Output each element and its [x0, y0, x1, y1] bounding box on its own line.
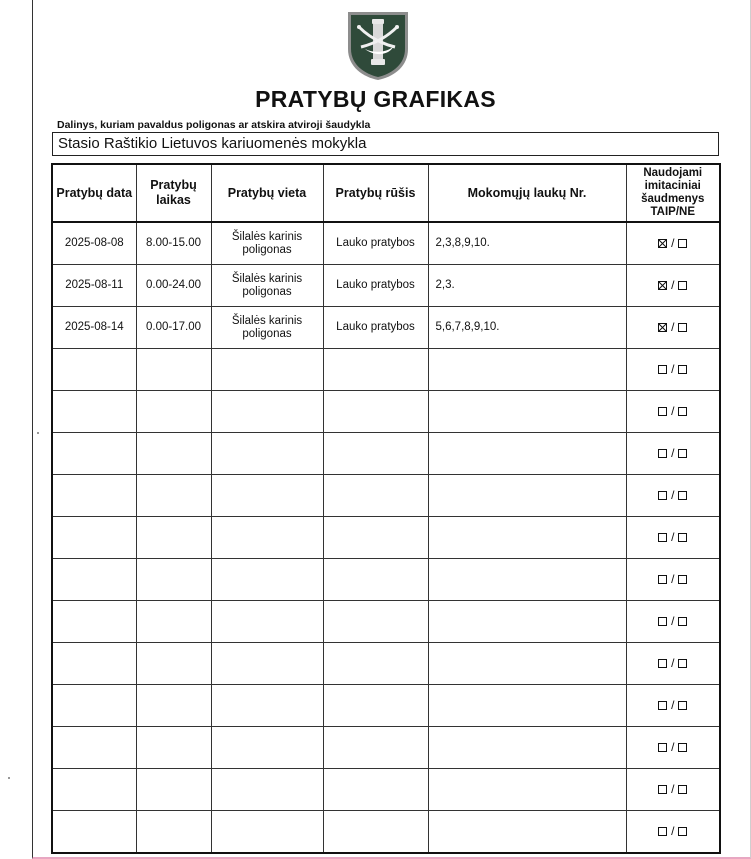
cell-date: [52, 475, 136, 517]
military-school-emblem: [345, 9, 411, 82]
cell-ammo: [626, 727, 720, 769]
cell-place: [211, 349, 323, 391]
table-row: [52, 685, 720, 727]
cell-date: 2025-08-14: [52, 307, 136, 349]
yes-no-checkboxes: [658, 321, 687, 334]
checkbox-separator: /: [671, 613, 675, 628]
cell-date: [52, 559, 136, 601]
cell-time: 8.00-15.00: [136, 222, 211, 265]
unit-value: Stasio Raštikio Lietuvos kariuomenės mokykla: [52, 132, 719, 156]
table-row: [52, 811, 720, 854]
yes-checkbox[interactable]: [658, 743, 667, 752]
no-checkbox[interactable]: [678, 281, 687, 290]
no-checkbox[interactable]: [678, 743, 687, 752]
cell-time: [136, 433, 211, 475]
cell-place: [211, 601, 323, 643]
cell-date: 2025-08-11: [52, 265, 136, 307]
cell-fields: [428, 559, 626, 601]
yes-no-checkboxes: [658, 405, 687, 418]
cell-place: [211, 559, 323, 601]
cell-time: [136, 391, 211, 433]
cell-date: [52, 643, 136, 685]
header-place: Pratybų vieta: [211, 164, 323, 222]
cell-time: [136, 349, 211, 391]
yes-no-checkboxes: [658, 531, 687, 544]
cell-type: [323, 601, 428, 643]
cell-date: [52, 433, 136, 475]
no-checkbox[interactable]: [678, 575, 687, 584]
table-row: [52, 517, 720, 559]
checkbox-separator: /: [671, 319, 675, 334]
checkbox-separator: /: [671, 445, 675, 460]
cell-type: [323, 811, 428, 854]
cell-type: [323, 391, 428, 433]
cell-type: [323, 643, 428, 685]
cell-type: [323, 727, 428, 769]
cell-ammo: [626, 265, 720, 307]
yes-checkbox[interactable]: [658, 449, 667, 458]
yes-no-checkboxes: [658, 237, 687, 250]
no-checkbox[interactable]: [678, 449, 687, 458]
checkbox-separator: /: [671, 781, 675, 796]
no-checkbox[interactable]: [678, 617, 687, 626]
yes-checkbox[interactable]: [658, 239, 667, 248]
checkbox-separator: /: [671, 487, 675, 502]
yes-no-checkboxes: [658, 573, 687, 586]
header-time: Pratybų laikas: [136, 164, 211, 222]
table-row: [52, 222, 720, 265]
yes-checkbox[interactable]: [658, 365, 667, 374]
cell-time: 0.00-17.00: [136, 307, 211, 349]
cell-type: [323, 349, 428, 391]
no-checkbox[interactable]: [678, 323, 687, 332]
no-checkbox[interactable]: [678, 491, 687, 500]
cell-date: [52, 769, 136, 811]
yes-no-checkboxes: [658, 783, 687, 796]
yes-no-checkboxes: [658, 825, 687, 838]
yes-checkbox[interactable]: [658, 281, 667, 290]
cell-time: [136, 517, 211, 559]
yes-checkbox[interactable]: [658, 827, 667, 836]
schedule-table: [51, 163, 721, 854]
cell-date: [52, 601, 136, 643]
cell-type: Lauko pratybos: [323, 265, 428, 307]
table-row: [52, 391, 720, 433]
cell-place: [211, 517, 323, 559]
yes-no-checkboxes: [658, 699, 687, 712]
table-row: [52, 601, 720, 643]
yes-checkbox[interactable]: [658, 533, 667, 542]
table-row: [52, 265, 720, 307]
cell-ammo: [626, 685, 720, 727]
cell-ammo: [626, 517, 720, 559]
cell-fields: 2,3.: [428, 265, 626, 307]
table-row: [52, 769, 720, 811]
cell-fields: [428, 517, 626, 559]
yes-no-checkboxes: [658, 279, 687, 292]
yes-checkbox[interactable]: [658, 659, 667, 668]
yes-no-checkboxes: [658, 657, 687, 670]
cell-date: 2025-08-08: [52, 222, 136, 265]
yes-checkbox[interactable]: [658, 323, 667, 332]
table-row: [52, 475, 720, 517]
cell-fields: [428, 349, 626, 391]
header-type: Pratybų rūšis: [323, 164, 428, 222]
cell-place: Šilalės karinis poligonas: [211, 265, 323, 307]
cell-date: [52, 727, 136, 769]
yes-no-checkboxes: [658, 489, 687, 502]
yes-checkbox[interactable]: [658, 407, 667, 416]
checkbox-separator: /: [671, 655, 675, 670]
yes-checkbox[interactable]: [658, 701, 667, 710]
cell-type: [323, 685, 428, 727]
cell-time: 0.00-24.00: [136, 265, 211, 307]
cell-fields: [428, 769, 626, 811]
cell-date: [52, 391, 136, 433]
cell-date: [52, 517, 136, 559]
no-checkbox[interactable]: [678, 659, 687, 668]
table-row: [52, 433, 720, 475]
scan-speck: [8, 777, 10, 779]
cell-ammo: [626, 601, 720, 643]
cell-place: [211, 475, 323, 517]
cell-ammo: [626, 643, 720, 685]
cell-time: [136, 685, 211, 727]
cell-ammo: [626, 222, 720, 265]
cell-fields: [428, 811, 626, 854]
document-title: PRATYBŲ GRAFIKAS: [255, 86, 496, 112]
cell-type: [323, 517, 428, 559]
cell-ammo: [626, 349, 720, 391]
cell-type: Lauko pratybos: [323, 222, 428, 265]
no-checkbox[interactable]: [678, 827, 687, 836]
cell-time: [136, 643, 211, 685]
cell-time: [136, 727, 211, 769]
cell-place: [211, 769, 323, 811]
cell-type: [323, 475, 428, 517]
table-row: [52, 307, 720, 349]
cell-fields: 2,3,8,9,10.: [428, 222, 626, 265]
table-row: [52, 349, 720, 391]
cell-type: [323, 769, 428, 811]
checkbox-separator: /: [671, 697, 675, 712]
cell-type: Lauko pratybos: [323, 307, 428, 349]
cell-ammo: [626, 811, 720, 854]
cell-place: [211, 685, 323, 727]
no-checkbox[interactable]: [678, 701, 687, 710]
checkbox-separator: /: [671, 739, 675, 754]
yes-no-checkboxes: [658, 741, 687, 754]
cell-place: Šilalės karinis poligonas: [211, 222, 323, 265]
cell-ammo: [626, 433, 720, 475]
table-header-row: [52, 164, 720, 222]
cell-time: [136, 769, 211, 811]
cell-ammo: [626, 307, 720, 349]
yes-checkbox[interactable]: [658, 491, 667, 500]
cell-place: [211, 727, 323, 769]
cell-place: [211, 391, 323, 433]
cell-date: [52, 811, 136, 854]
cell-type: [323, 433, 428, 475]
cell-ammo: [626, 559, 720, 601]
no-checkbox[interactable]: [678, 365, 687, 374]
checkbox-separator: /: [671, 823, 675, 838]
cell-ammo: [626, 391, 720, 433]
header-fields: Mokomųjų laukų Nr.: [428, 164, 626, 222]
cell-time: [136, 475, 211, 517]
cell-fields: [428, 727, 626, 769]
cell-ammo: [626, 475, 720, 517]
yes-checkbox[interactable]: [658, 785, 667, 794]
cell-fields: 5,6,7,8,9,10.: [428, 307, 626, 349]
cell-date: [52, 349, 136, 391]
checkbox-separator: /: [671, 529, 675, 544]
cell-place: Šilalės karinis poligonas: [211, 307, 323, 349]
cell-fields: [428, 391, 626, 433]
scan-speck: [37, 432, 39, 434]
cell-date: [52, 685, 136, 727]
cell-place: [211, 433, 323, 475]
cell-time: [136, 601, 211, 643]
yes-no-checkboxes: [658, 615, 687, 628]
checkbox-separator: /: [671, 277, 675, 292]
cell-fields: [428, 601, 626, 643]
cell-place: [211, 643, 323, 685]
cell-time: [136, 559, 211, 601]
no-checkbox[interactable]: [678, 785, 687, 794]
cell-place: [211, 811, 323, 854]
yes-no-checkboxes: [658, 447, 687, 460]
no-checkbox[interactable]: [678, 407, 687, 416]
checkbox-separator: /: [671, 235, 675, 250]
cell-fields: [428, 685, 626, 727]
yes-checkbox[interactable]: [658, 617, 667, 626]
header-date: Pratybų data: [52, 164, 136, 222]
checkbox-separator: /: [671, 571, 675, 586]
cell-fields: [428, 643, 626, 685]
cell-type: [323, 559, 428, 601]
cell-fields: [428, 475, 626, 517]
unit-label: Dalinys, kuriam pavaldus poligonas ar atskira atviroji šaudykla: [57, 119, 371, 131]
cell-ammo: [626, 769, 720, 811]
cell-time: [136, 811, 211, 854]
header-ammo: Naudojami imitaciniai šaudmenys TAIP/NE: [626, 164, 720, 222]
table-row: [52, 643, 720, 685]
no-checkbox[interactable]: [678, 239, 687, 248]
table-row: [52, 559, 720, 601]
cell-fields: [428, 433, 626, 475]
no-checkbox[interactable]: [678, 533, 687, 542]
yes-checkbox[interactable]: [658, 575, 667, 584]
table-row: [52, 727, 720, 769]
checkbox-separator: /: [671, 403, 675, 418]
yes-no-checkboxes: [658, 363, 687, 376]
checkbox-separator: /: [671, 361, 675, 376]
